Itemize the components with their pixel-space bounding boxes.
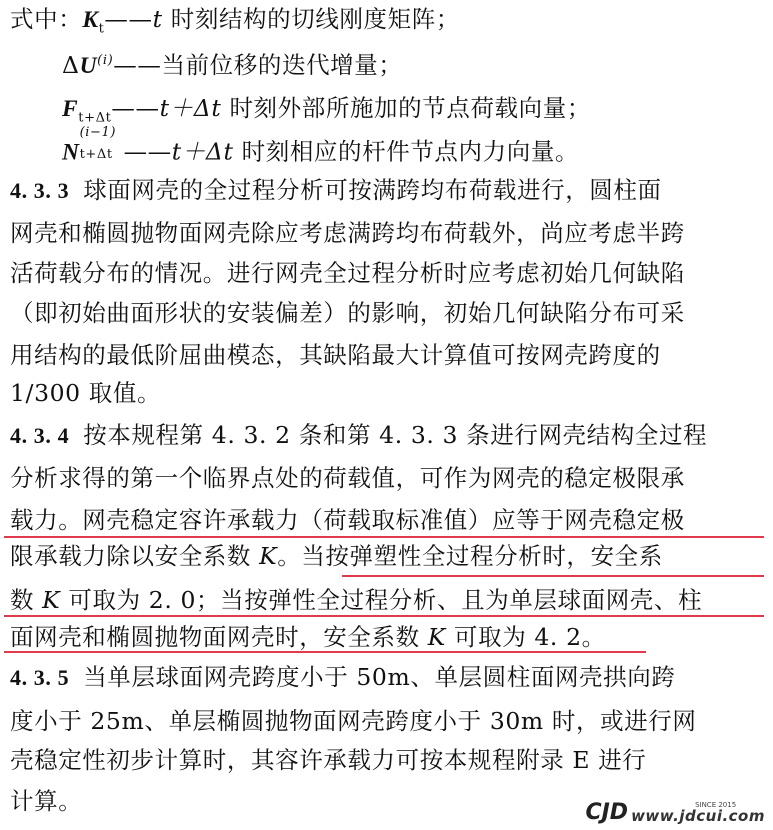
watermark-logo: CJD: [585, 800, 629, 825]
section-4-3-3-line-6: 1/300 取值。: [10, 379, 162, 407]
section-4-3-4-line-2: 分析求得的第一个临界点处的荷载值，可作为网壳的稳定极限承: [10, 464, 685, 492]
watermark-since: SINCE 2015: [695, 801, 737, 809]
definition-kt: [10, 4, 460, 35]
paragraph-text: 限承载力除以安全系数: [10, 542, 260, 570]
section-4-3-4-line-6: [10, 622, 606, 652]
section-number: 4. 3. 3: [10, 178, 70, 203]
dash: ——: [113, 51, 162, 79]
definition-text: 当前位移的迭代增量；: [161, 51, 403, 79]
dash: ——: [111, 94, 160, 122]
definition-text: 时刻外部所施加的节点荷载向量；: [221, 94, 591, 122]
definition-f: [62, 93, 591, 124]
section-4-3-5-line-1: [10, 662, 675, 693]
underline-annotation: [4, 615, 764, 617]
symbol-f: F: [62, 96, 79, 122]
section-4-3-3-line-5: 用结构的最低阶屈曲模态，其缺陷最大计算值可按网壳跨度的: [10, 341, 661, 369]
var-t-dt: t＋Δt: [171, 137, 234, 166]
subscript-t: t: [98, 21, 105, 37]
section-4-3-4-line-4: [10, 541, 663, 571]
symbol-k: K: [82, 7, 99, 33]
section-4-3-5-line-3: 壳稳定性初步计算时，其容许承载力可按本规程附录 E 进行: [10, 746, 647, 774]
section-4-3-3-line-4: （即初始曲面形状的安装偏差）的影响，初始几何缺陷分布可采: [10, 299, 685, 327]
section-4-3-3-line-1: [10, 175, 662, 206]
paragraph-text: 按本规程第 4. 3. 2 条和第 4. 3. 3 条进行网壳结构全过程: [83, 421, 708, 449]
superscript-i: (i): [97, 53, 114, 69]
section-number: 4. 3. 4: [10, 423, 70, 448]
var-t: t: [152, 5, 163, 33]
var-t-dt: t＋Δt: [159, 94, 222, 122]
highlighted-text: 数: [10, 586, 43, 614]
definition-text: 时刻相应的杆件节点内力向量。: [233, 137, 580, 166]
dash: ——: [123, 137, 172, 166]
underline-annotation: [4, 536, 764, 538]
underline-annotation: [4, 651, 646, 653]
subscript-t-dt: t+Δt: [78, 110, 112, 126]
symbol-k: K: [259, 542, 278, 570]
watermark: [585, 802, 765, 824]
definition-delta-u: [62, 50, 402, 81]
symbol-n: N: [62, 139, 80, 166]
section-4-3-5-line-2: 度小于 25m、单层椭圆抛物面网壳跨度小于 30m 时，或进行网: [10, 707, 697, 735]
section-number: 4. 3. 5: [10, 665, 70, 690]
definition-text: 时刻结构的切线刚度矩阵；: [162, 5, 460, 33]
section-4-3-4-line-1: [10, 420, 707, 451]
highlighted-text: 。当按弹塑性全过程分析时，安全系: [277, 542, 663, 570]
highlighted-text: 可取为 2. 0；当按弹性全过程分析、且为单层球面网壳、柱: [60, 586, 703, 614]
definition-n: [62, 125, 580, 168]
section-4-3-3-line-2: 网壳和椭圆抛物面网壳除应考虑满跨均布荷载外，尚应考虑半跨: [10, 219, 685, 247]
paragraph-text: 球面网壳的全过程分析可按满跨均布荷载进行，圆柱面: [83, 176, 662, 204]
highlighted-text: 面网壳和椭圆抛物面网壳时，安全系数: [10, 623, 428, 651]
symbol-u: U: [79, 53, 98, 79]
section-4-3-4-line-3: 载力。网壳稳定容许承载力（荷载取标准值）应等于网壳稳定极: [10, 506, 685, 534]
symbol-k: K: [42, 586, 61, 614]
sub-sup-stack: [79, 125, 124, 162]
delta-symbol: Δ: [62, 51, 80, 79]
subscript-t-dt: t+Δt: [79, 147, 113, 162]
symbol-k: K: [427, 623, 446, 651]
section-4-3-5-line-4: 计算。: [10, 787, 83, 815]
superscript-i-1: (i−1): [79, 125, 117, 140]
dash: ——: [104, 5, 153, 33]
section-4-3-3-line-3: 活荷载分布的情况。进行网壳全过程分析时应考虑初始几何缺陷: [10, 259, 685, 287]
highlighted-text: 可取为 4. 2。: [445, 623, 606, 651]
underline-annotation: [342, 575, 764, 577]
definition-prefix: 式中：: [10, 5, 83, 33]
watermark-url: www.jdcui.com: [631, 807, 765, 825]
paragraph-text: 当单层球面网壳跨度小于 50m、单层圆柱面网壳拱向跨: [83, 663, 676, 691]
section-4-3-4-line-5: [10, 585, 702, 615]
